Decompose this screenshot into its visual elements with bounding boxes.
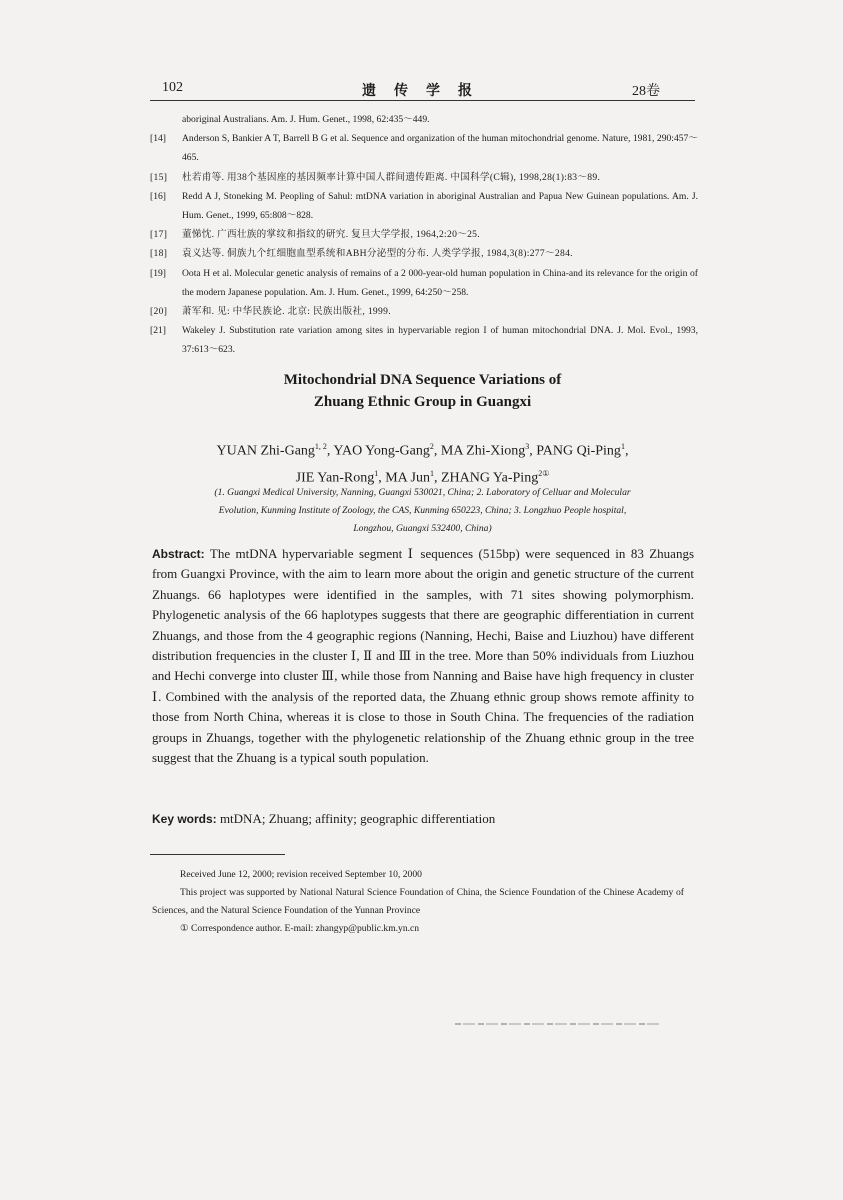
- reference-list: [150, 110, 698, 360]
- author-name: MA Jun: [385, 470, 430, 486]
- reference-number: [15]: [150, 171, 168, 183]
- author-separator: ,: [624, 443, 629, 459]
- author-affiliation-mark: 1, 2: [314, 442, 327, 451]
- funding-note: This project was supported by National Natural Science Foundation of China, the Science Foundation of the Chinese Academy of Sciences, and the Natural Science Foundation of the Yunnan Province: [152, 887, 684, 916]
- reference-number: [16]: [150, 190, 166, 202]
- reference-number: [19]: [150, 267, 166, 279]
- footnote-rule: [150, 854, 285, 855]
- author-separator: ,: [378, 470, 386, 486]
- affiliation: [160, 484, 685, 538]
- reference-text: Oota H et al. Molecular genetic analysis of remains of a 2 000-year-old human population in China-and its relevance for the origin of the modern Japanese population. Am. J. Hum. Genet., 1999, 64:250～258.: [182, 267, 698, 298]
- author-affiliation-mark: 3: [525, 442, 530, 451]
- keywords-label: Key words:: [152, 812, 217, 826]
- reference-number: [20]: [150, 306, 168, 318]
- author-name: MA Zhi-Xiong: [440, 443, 526, 459]
- reference-text: Wakeley J. Substitution rate variation among sites in hypervariable region I of human mitochondrial DNA. J. Mol. Evol., 1993, 37:613～623.: [182, 325, 698, 356]
- journal-name: 遗传学报: [362, 84, 490, 99]
- title-line-1: Mitochondrial DNA Sequence Variations of: [283, 372, 562, 388]
- author-name: JIE Yan-Rong: [295, 470, 375, 486]
- reference-text: 袁义达等. 侗族九个红细胞血型系统和ABH分泌型的分布. 人类学学报, 1984,3(8):277～284.: [182, 248, 573, 260]
- affiliation-line-3: Longzhou, Guangxi 532400, China): [353, 523, 492, 534]
- reference-item: [150, 129, 698, 167]
- author-affiliation-mark: 1: [374, 468, 379, 478]
- abstract: [152, 544, 694, 768]
- author-affiliation-mark: 1: [429, 468, 434, 478]
- scan-artifact-line: [455, 1023, 660, 1025]
- header-rule: [150, 100, 695, 101]
- reference-number: [21]: [150, 325, 166, 337]
- author-name: YUAN Zhi-Gang: [216, 443, 315, 459]
- abstract-text: The mtDNA hypervariable segment Ⅰ sequences (515bp) were sequenced in 83 Zhuangs from Guangxi Province, with the aim to learn more about the origin and genetic structure of the current Zhuangs. 66 haplotypes were identified in the samples, with 71 sites showing polymorphism. Phylogenetic analysis of the 66 haplotypes suggests that there are geographic differentiation in current Zhuangs, and those from the 4 geographic regions (Nanning, Hechi, Baise and Liuzhou) have different distribution frequencies in the cluster Ⅰ, Ⅱ and Ⅲ in the tree. More than 50% individuals from Liuzhou and Hechi converge into cluster Ⅲ, while those from Nanning and Baise have high frequency in cluster Ⅰ. Combined with the analysis of the reported data, the Zhuang ethnic group shows remote affinity to those from North China, whereas it is close to those in South China. The frequencies of the radiation groups in Zhuangs, together with the phylogenetic relationship of the Zhuang ethnic group in the tree suggest that the Zhuang is a typical south population.: [152, 546, 695, 766]
- reference-text: Redd A J, Stoneking M. Peopling of Sahul: mtDNA variation in aboriginal Australian and Papua New Guinean populations. Am. J. Hum. Genet., 1999, 65:808～828.: [182, 190, 698, 222]
- author-separator: ,: [433, 470, 441, 486]
- title-line-2: Zhuang Ethnic Group in Guangxi: [313, 394, 532, 410]
- reference-item: [150, 168, 698, 187]
- author-separator: ,: [326, 443, 334, 459]
- reference-number: [18]: [150, 248, 168, 260]
- reference-text: 董悌忱. 广西壮族的掌纹和指纹的研究. 复旦大学学报, 1964,2:20～25.: [182, 229, 480, 241]
- reference-item: [150, 187, 698, 225]
- author-separator: ,: [529, 443, 537, 459]
- keywords: [152, 809, 694, 829]
- volume-label: 28卷: [632, 84, 660, 99]
- author-name: ZHANG Ya-Ping: [440, 470, 539, 486]
- reference-text: 杜若甫等. 用38个基因座的基因频率计算中国人群间遗传距离. 中国科学(C辑), 1998,28(1):83～89.: [182, 171, 601, 183]
- reference-item: [150, 264, 698, 302]
- reference-item: [150, 244, 698, 263]
- received-date: Received June 12, 2000; revision received September 10, 2000: [180, 869, 422, 880]
- reference-number: [17]: [150, 229, 168, 241]
- abstract-label: Abstract:: [152, 547, 205, 561]
- reference-number: [14]: [150, 133, 166, 145]
- author-name: YAO Yong-Gang: [333, 443, 430, 459]
- author-line-1: [150, 436, 695, 463]
- author-affiliation-mark: 1: [620, 442, 625, 451]
- paper-title: [150, 369, 695, 413]
- author-affiliation-mark: 2: [429, 442, 434, 451]
- author-list: [150, 436, 695, 489]
- reference-item: [150, 225, 698, 244]
- affiliation-line-1: (1. Guangxi Medical University, Nanning, Guangxi 530021, China; 2. Laboratory of Celluar and Molecular: [214, 487, 631, 498]
- reference-item: [150, 321, 698, 359]
- correspondence-note: ① Correspondence author. E-mail: zhangyp@public.km.yn.cn: [180, 923, 420, 934]
- reference-text: 萧军和. 见: 中华民族论. 北京: 民族出版社, 1999.: [182, 306, 391, 318]
- reference-text: Anderson S, Bankier A T, Barrell B G et al. Sequence and organization of the human mitochondrial genome. Nature, 1981, 290:457～465.: [182, 133, 698, 164]
- keywords-text: mtDNA; Zhuang; affinity; geographic differentiation: [219, 811, 496, 826]
- author-separator: ,: [433, 443, 441, 459]
- author-affiliation-mark: 2①: [538, 468, 550, 478]
- page-number: 102: [162, 80, 183, 95]
- reference-text: aboriginal Australians. Am. J. Hum. Genet., 1998, 62:435～449.: [182, 114, 430, 125]
- reference-item: [150, 110, 698, 129]
- reference-item: [150, 302, 698, 321]
- affiliation-line-2: Evolution, Kunming Institute of Zoology, the CAS, Kunming 650223, China; 3. Longzhuo People hospital,: [218, 505, 627, 516]
- author-name: PANG Qi-Ping: [536, 443, 621, 459]
